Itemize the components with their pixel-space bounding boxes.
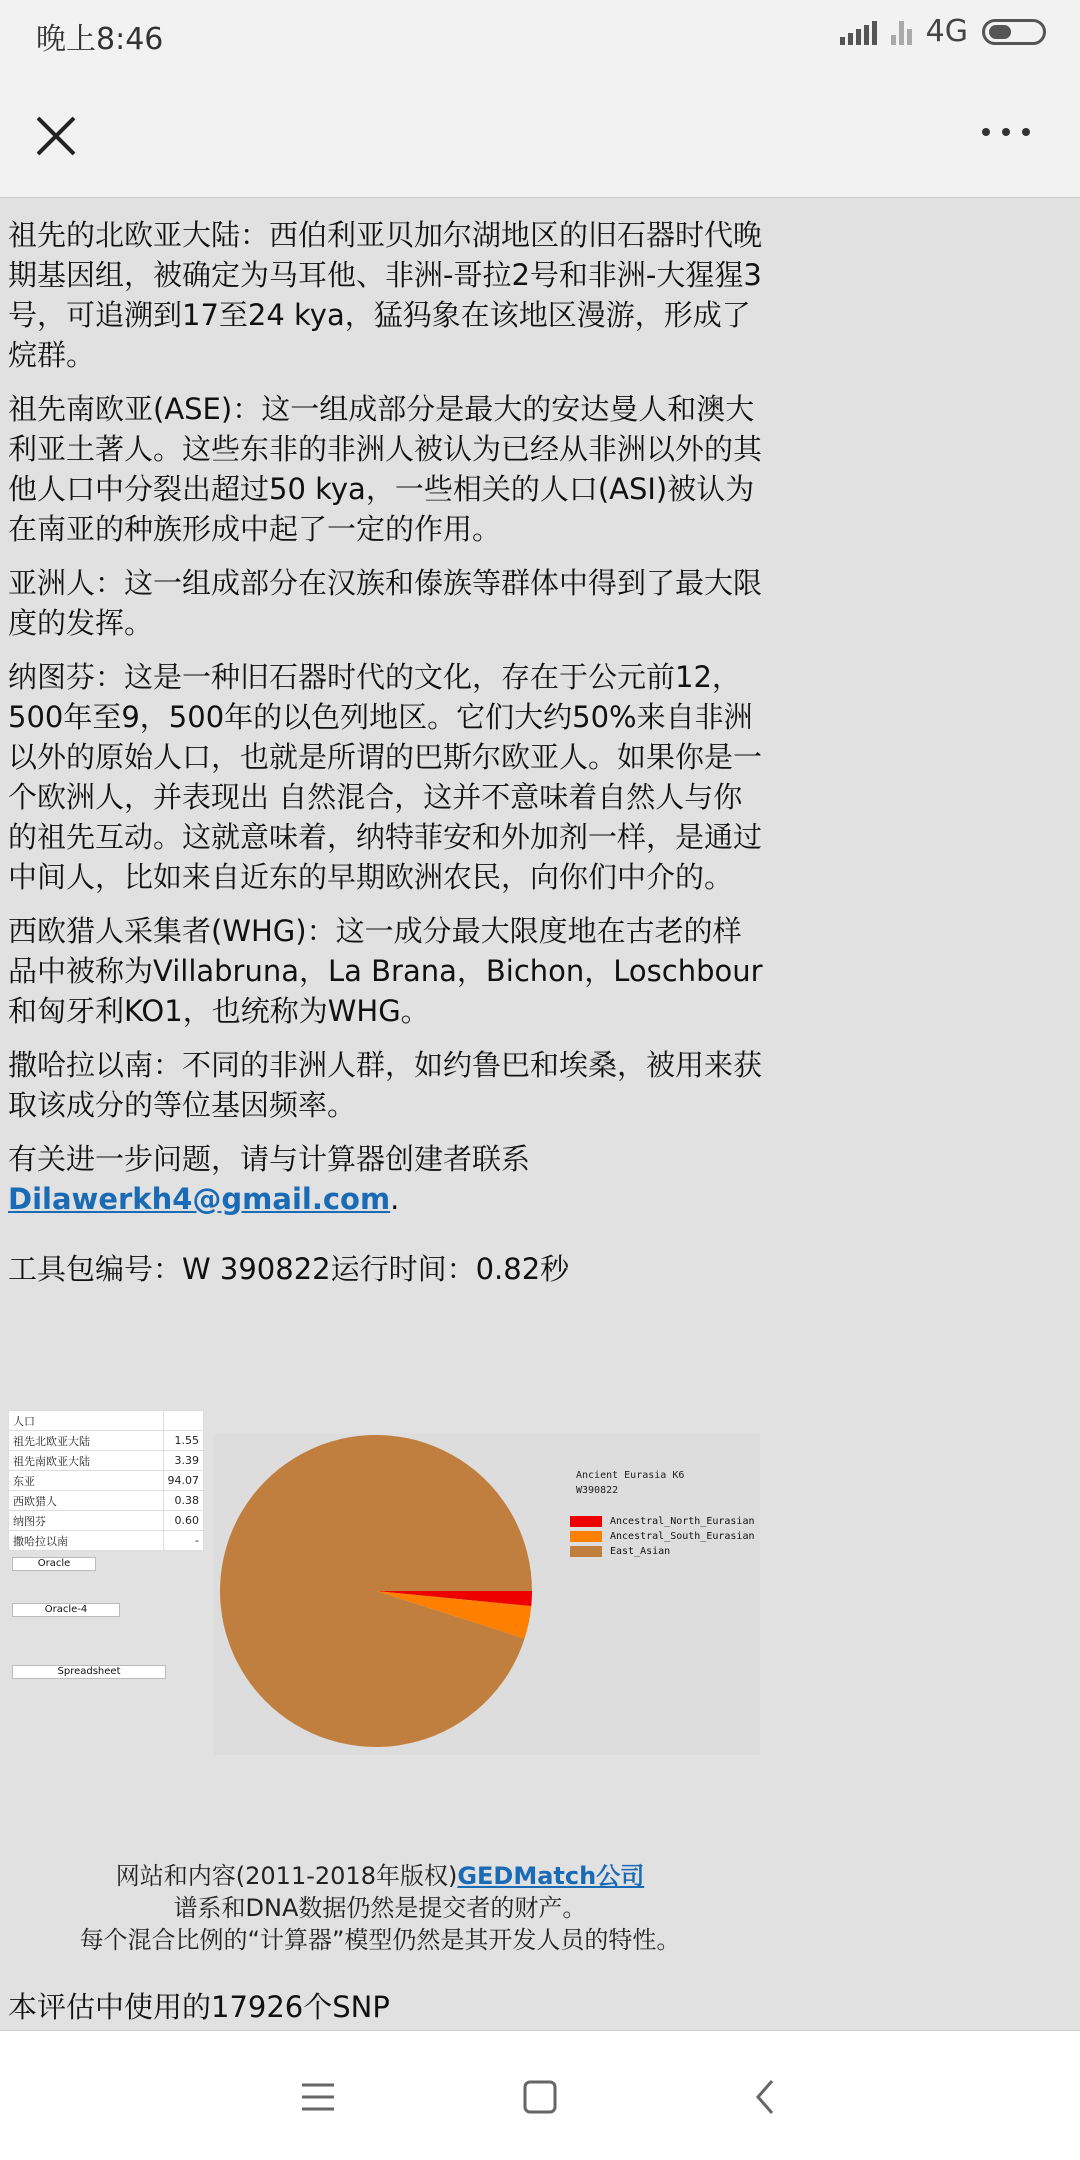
status-time: 晚上8:46 (36, 22, 164, 57)
table-header-row (9, 1411, 204, 1431)
paragraph-whg: 西欧猎人采集者(WHG)：这一成分最大限度地在古老的样品中被称为Villabruna，La Brana，Bichon，Loschbour和匈牙利KO1，也统称为WHG。 (8, 914, 763, 1028)
calculator-model-line: 每个混合比例的“计算器”模型仍然是其开发人员的特性。 (79, 1926, 681, 1954)
row-name: 纳图芬 (9, 1511, 164, 1531)
back-icon (740, 2071, 792, 2123)
chart-title: Ancient Eurasia K6 (576, 1470, 685, 1481)
email-link[interactable]: Dilawerkh4@gmail.com (8, 1182, 391, 1216)
row-name: 祖先南欧亚大陆 (9, 1451, 164, 1471)
data-ownership-line: 谱系和DNA数据仍然是提交者的财产。 (173, 1894, 587, 1922)
contact-line (8, 1139, 768, 1219)
signal-icon (840, 19, 877, 45)
pie-chart-svg (214, 1434, 534, 1755)
row-name: 西欧猎人 (9, 1491, 164, 1511)
chart-subtitle: W390822 (576, 1485, 619, 1496)
close-button[interactable] (30, 110, 82, 162)
row-value: - (163, 1531, 204, 1551)
oracle-4-button[interactable]: Oracle-4 (12, 1603, 120, 1617)
legend-item (570, 1514, 755, 1529)
paragraph-natufian: 纳图芬：这是一种旧石器时代的文化，存在于公元前12，500年至9，500年的以色列地区。它们大约50%来自非洲以外的原始人口，也就是所谓的巴斯尔欧亚人。如果你是一个欧洲人，并表现出 自然混合，这并不意味着自然人与你的祖先互动。这就意味着，纳特菲安和外加剂一样，是通过中间人，比如来自近东的早期欧洲农民，向你们中介的。 (8, 660, 763, 894)
status-icons (840, 14, 1046, 49)
legend-swatch (570, 1546, 602, 1557)
table-header: 人口 (9, 1411, 164, 1431)
table-row (9, 1491, 204, 1511)
status-bar (0, 0, 1080, 66)
contact-suffix: . (390, 1182, 400, 1216)
snp-count: 本评估中使用的17926个SNP (8, 1990, 390, 2024)
spreadsheet-button[interactable]: Spreadsheet (12, 1665, 166, 1679)
more-icon-dot (1022, 128, 1030, 136)
signal-2-icon (891, 19, 912, 45)
copyright-line (0, 1860, 760, 1892)
legend-swatch (570, 1516, 602, 1527)
row-value: 0.38 (163, 1491, 204, 1511)
chart-title-block (576, 1468, 684, 1498)
paragraph-east-asian: 亚洲人：这一组成部分在汉族和傣族等群体中得到了最大限度的发挥。 (8, 566, 763, 640)
row-value: 1.55 (163, 1431, 204, 1451)
row-name: 东亚 (9, 1471, 164, 1491)
results-widget (8, 1410, 760, 1755)
legend-item (570, 1544, 755, 1559)
menu-icon (292, 2071, 344, 2123)
battery-icon (982, 19, 1046, 45)
gedmatch-link[interactable]: GEDMatch公司 (457, 1862, 645, 1890)
table-row (9, 1531, 204, 1551)
legend-label: Ancestral_North_Eurasian (610, 1516, 755, 1527)
paragraph-sub-saharan: 撒哈拉以南：不同的非洲人群，如约鲁巴和埃桑，被用来获取该成分的等位基因频率。 (8, 1048, 763, 1122)
kit-info: 工具包编号：W 390822运行时间：0.82秒 (8, 1252, 570, 1286)
system-nav-bar (0, 2030, 1080, 2160)
more-icon-dot (982, 128, 990, 136)
paragraph-ane: 祖先的北欧亚大陆：西伯利亚贝加尔湖地区的旧石器时代晚期基因组，被确定为马耳他、非洲-哥拉2号和非洲-大猩猩3号，可追溯到17至24 kya，猛犸象在该地区漫游，形成了烷群。 (8, 218, 763, 372)
home-icon (514, 2071, 566, 2123)
legend-label: Ancestral_South_Eurasian (610, 1531, 755, 1542)
close-icon (30, 110, 82, 162)
table-row (9, 1431, 204, 1451)
chart-legend (570, 1514, 755, 1559)
footer (0, 1860, 760, 1956)
row-value: 3.39 (163, 1451, 204, 1471)
contact-text: 有关进一步问题，请与计算器创建者联系 (8, 1142, 531, 1176)
legend-item (570, 1529, 755, 1544)
population-table (8, 1410, 204, 1551)
more-button[interactable] (982, 128, 1030, 136)
legend-label: East_Asian (610, 1546, 671, 1557)
table-row (9, 1471, 204, 1491)
table-row (9, 1511, 204, 1531)
pie-slice-east-asian (220, 1435, 532, 1747)
row-value: 0.60 (163, 1511, 204, 1531)
row-value: 94.07 (163, 1471, 204, 1491)
table-row (9, 1451, 204, 1471)
row-name: 撒哈拉以南 (9, 1531, 164, 1551)
copyright-text: 网站和内容(2011-2018年版权) (115, 1862, 458, 1890)
network-type: 4G (925, 14, 968, 49)
pie-chart (214, 1434, 760, 1755)
browser-top-bar (0, 66, 1080, 198)
row-name: 祖先北欧亚大陆 (9, 1431, 164, 1451)
menu-button[interactable] (292, 2071, 344, 2123)
legend-swatch (570, 1531, 602, 1542)
back-button[interactable] (740, 2071, 792, 2123)
oracle-button[interactable]: Oracle (12, 1557, 96, 1571)
paragraph-ase: 祖先南欧亚(ASE)：这一组成部分是最大的安达曼人和澳大利亚土著人。这些东非的非洲人被认为已经从非洲以外的其他人口中分裂出超过50 kya，一些相关的人口(ASI)被认为在南亚的种族形成中起了一定的作用。 (8, 392, 763, 546)
more-icon-dot (1002, 128, 1010, 136)
description-content (8, 215, 768, 1303)
home-button[interactable] (514, 2071, 566, 2123)
